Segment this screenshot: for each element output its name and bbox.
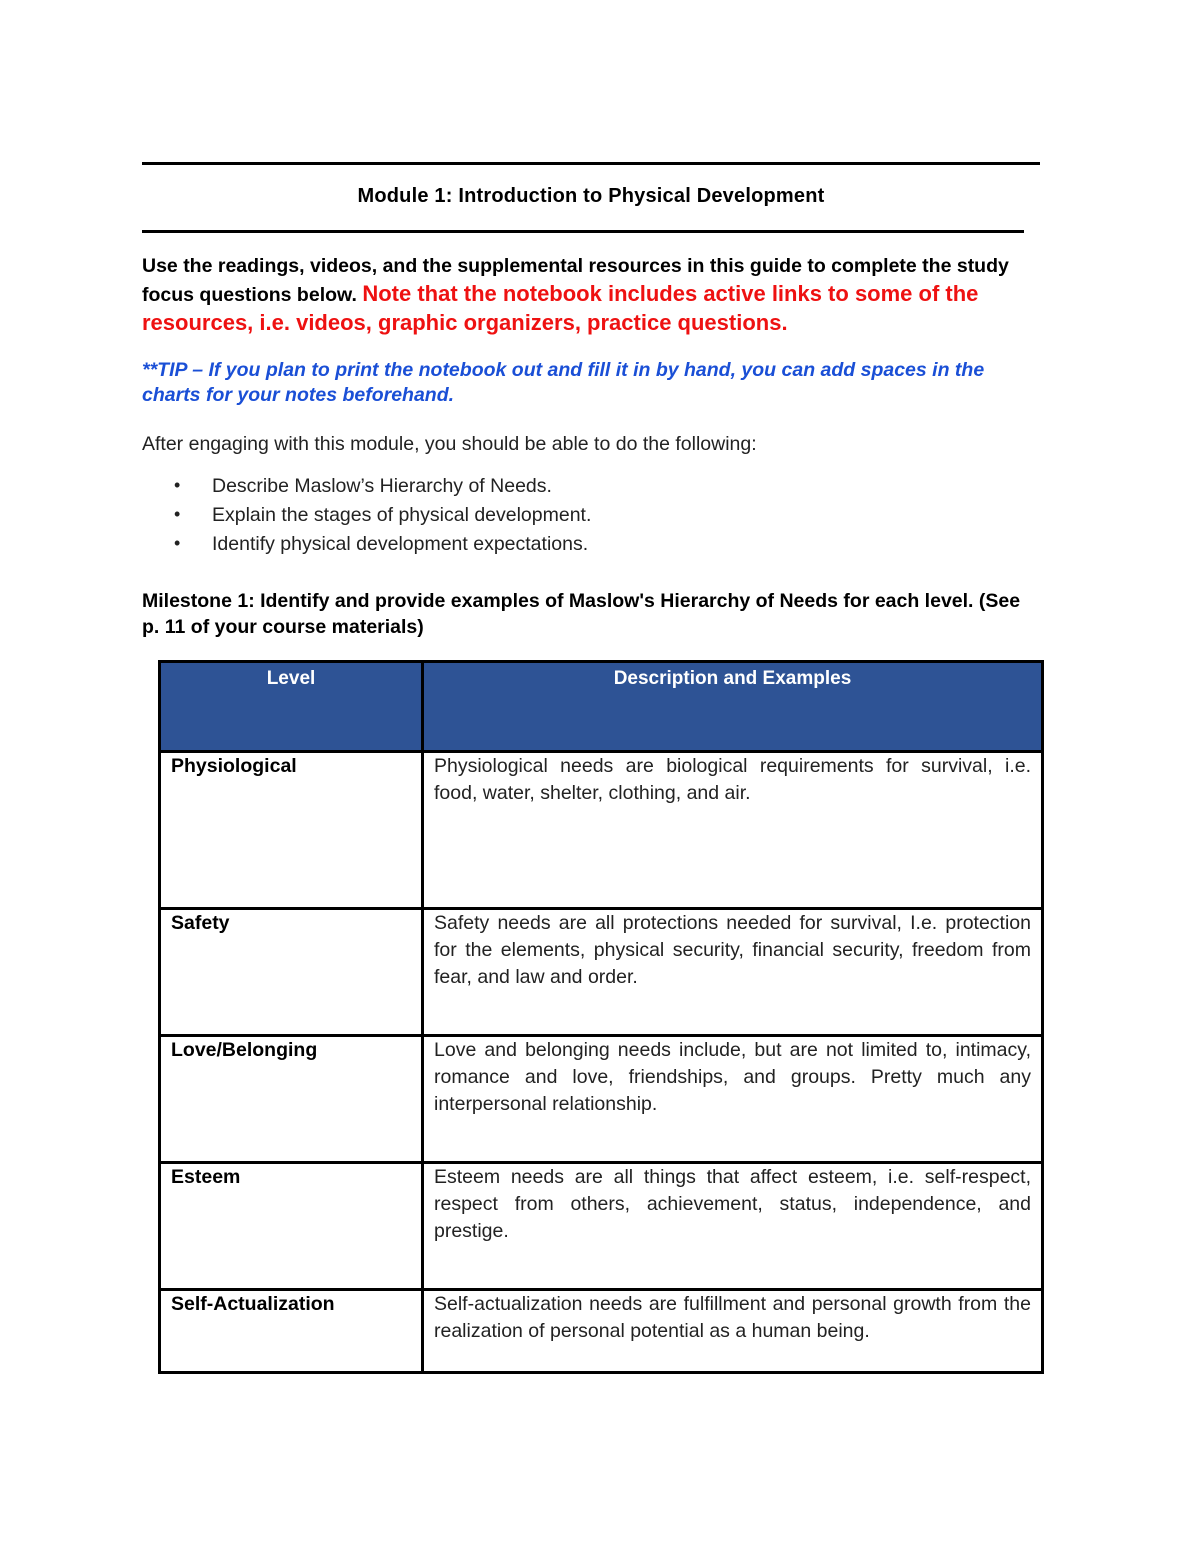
header-level: Level	[160, 662, 423, 752]
description-cell: Esteem needs are all things that affect esteem, i.e. self-respect, respect from others, achievement, status, independence, and prestige.	[423, 1163, 1043, 1290]
description-cell: Safety needs are all protections needed for survival, I.e. protection for the elements, physical security, financial security, freedom from fear, and law and order.	[423, 909, 1043, 1036]
table-row	[160, 1290, 1043, 1373]
table-header-row	[160, 662, 1043, 752]
intro-note: Note that the notebook includes active links to some of the resources, i.e. videos, graphic organizers, practice questions.	[142, 281, 979, 335]
level-cell: Self-Actualization	[160, 1290, 423, 1373]
list-item	[142, 475, 591, 504]
description-cell: Physiological needs are biological requirements for survival, i.e. food, water, shelter, clothing, and air.	[423, 752, 1043, 909]
tip-paragraph: **TIP – If you plan to print the notebook out and fill it in by hand, you can add spaces in the charts for your notes beforehand.	[142, 359, 985, 406]
objectives-lead: After engaging with this module, you should be able to do the following:	[142, 433, 757, 455]
table-row	[160, 1036, 1043, 1163]
level-cell: Physiological	[160, 752, 423, 909]
top-divider	[142, 162, 1040, 165]
bullet-icon: •	[174, 475, 181, 495]
list-item	[142, 504, 591, 533]
intro-text: Use the readings, videos, and the supplemental resources in this guide to complete the study focus questions below.	[142, 255, 1009, 306]
table-row	[160, 752, 1043, 909]
needs-table	[158, 660, 1044, 1374]
module-title: Module 1: Introduction to Physical Development	[357, 185, 825, 207]
objective-text: Explain the stages of physical development.	[212, 504, 592, 526]
bullet-icon: •	[174, 533, 181, 553]
level-cell: Love/Belonging	[160, 1036, 423, 1163]
description-cell: Love and belonging needs include, but are not limited to, intimacy, romance and love, friendships, and groups. Pretty much any interpersonal relationship.	[423, 1036, 1043, 1163]
level-cell: Safety	[160, 909, 423, 1036]
header-description: Description and Examples	[423, 662, 1043, 752]
objective-text: Describe Maslow’s Hierarchy of Needs.	[212, 475, 552, 497]
description-cell: Self-actualization needs are fulfillment and personal growth from the realization of personal potential as a human being.	[423, 1290, 1043, 1373]
table-row	[160, 909, 1043, 1036]
intro-paragraph	[142, 253, 1042, 338]
list-item	[142, 533, 591, 562]
milestone-heading: Milestone 1: Identify and provide examples of Maslow's Hierarchy of Needs for each level. (See p. 11 of your course materials)	[142, 590, 1021, 638]
table-row	[160, 1163, 1043, 1290]
bullet-icon: •	[174, 504, 181, 524]
objectives-list	[142, 475, 591, 562]
bottom-divider	[142, 230, 1024, 233]
level-cell: Esteem	[160, 1163, 423, 1290]
objective-text: Identify physical development expectations.	[212, 533, 589, 555]
